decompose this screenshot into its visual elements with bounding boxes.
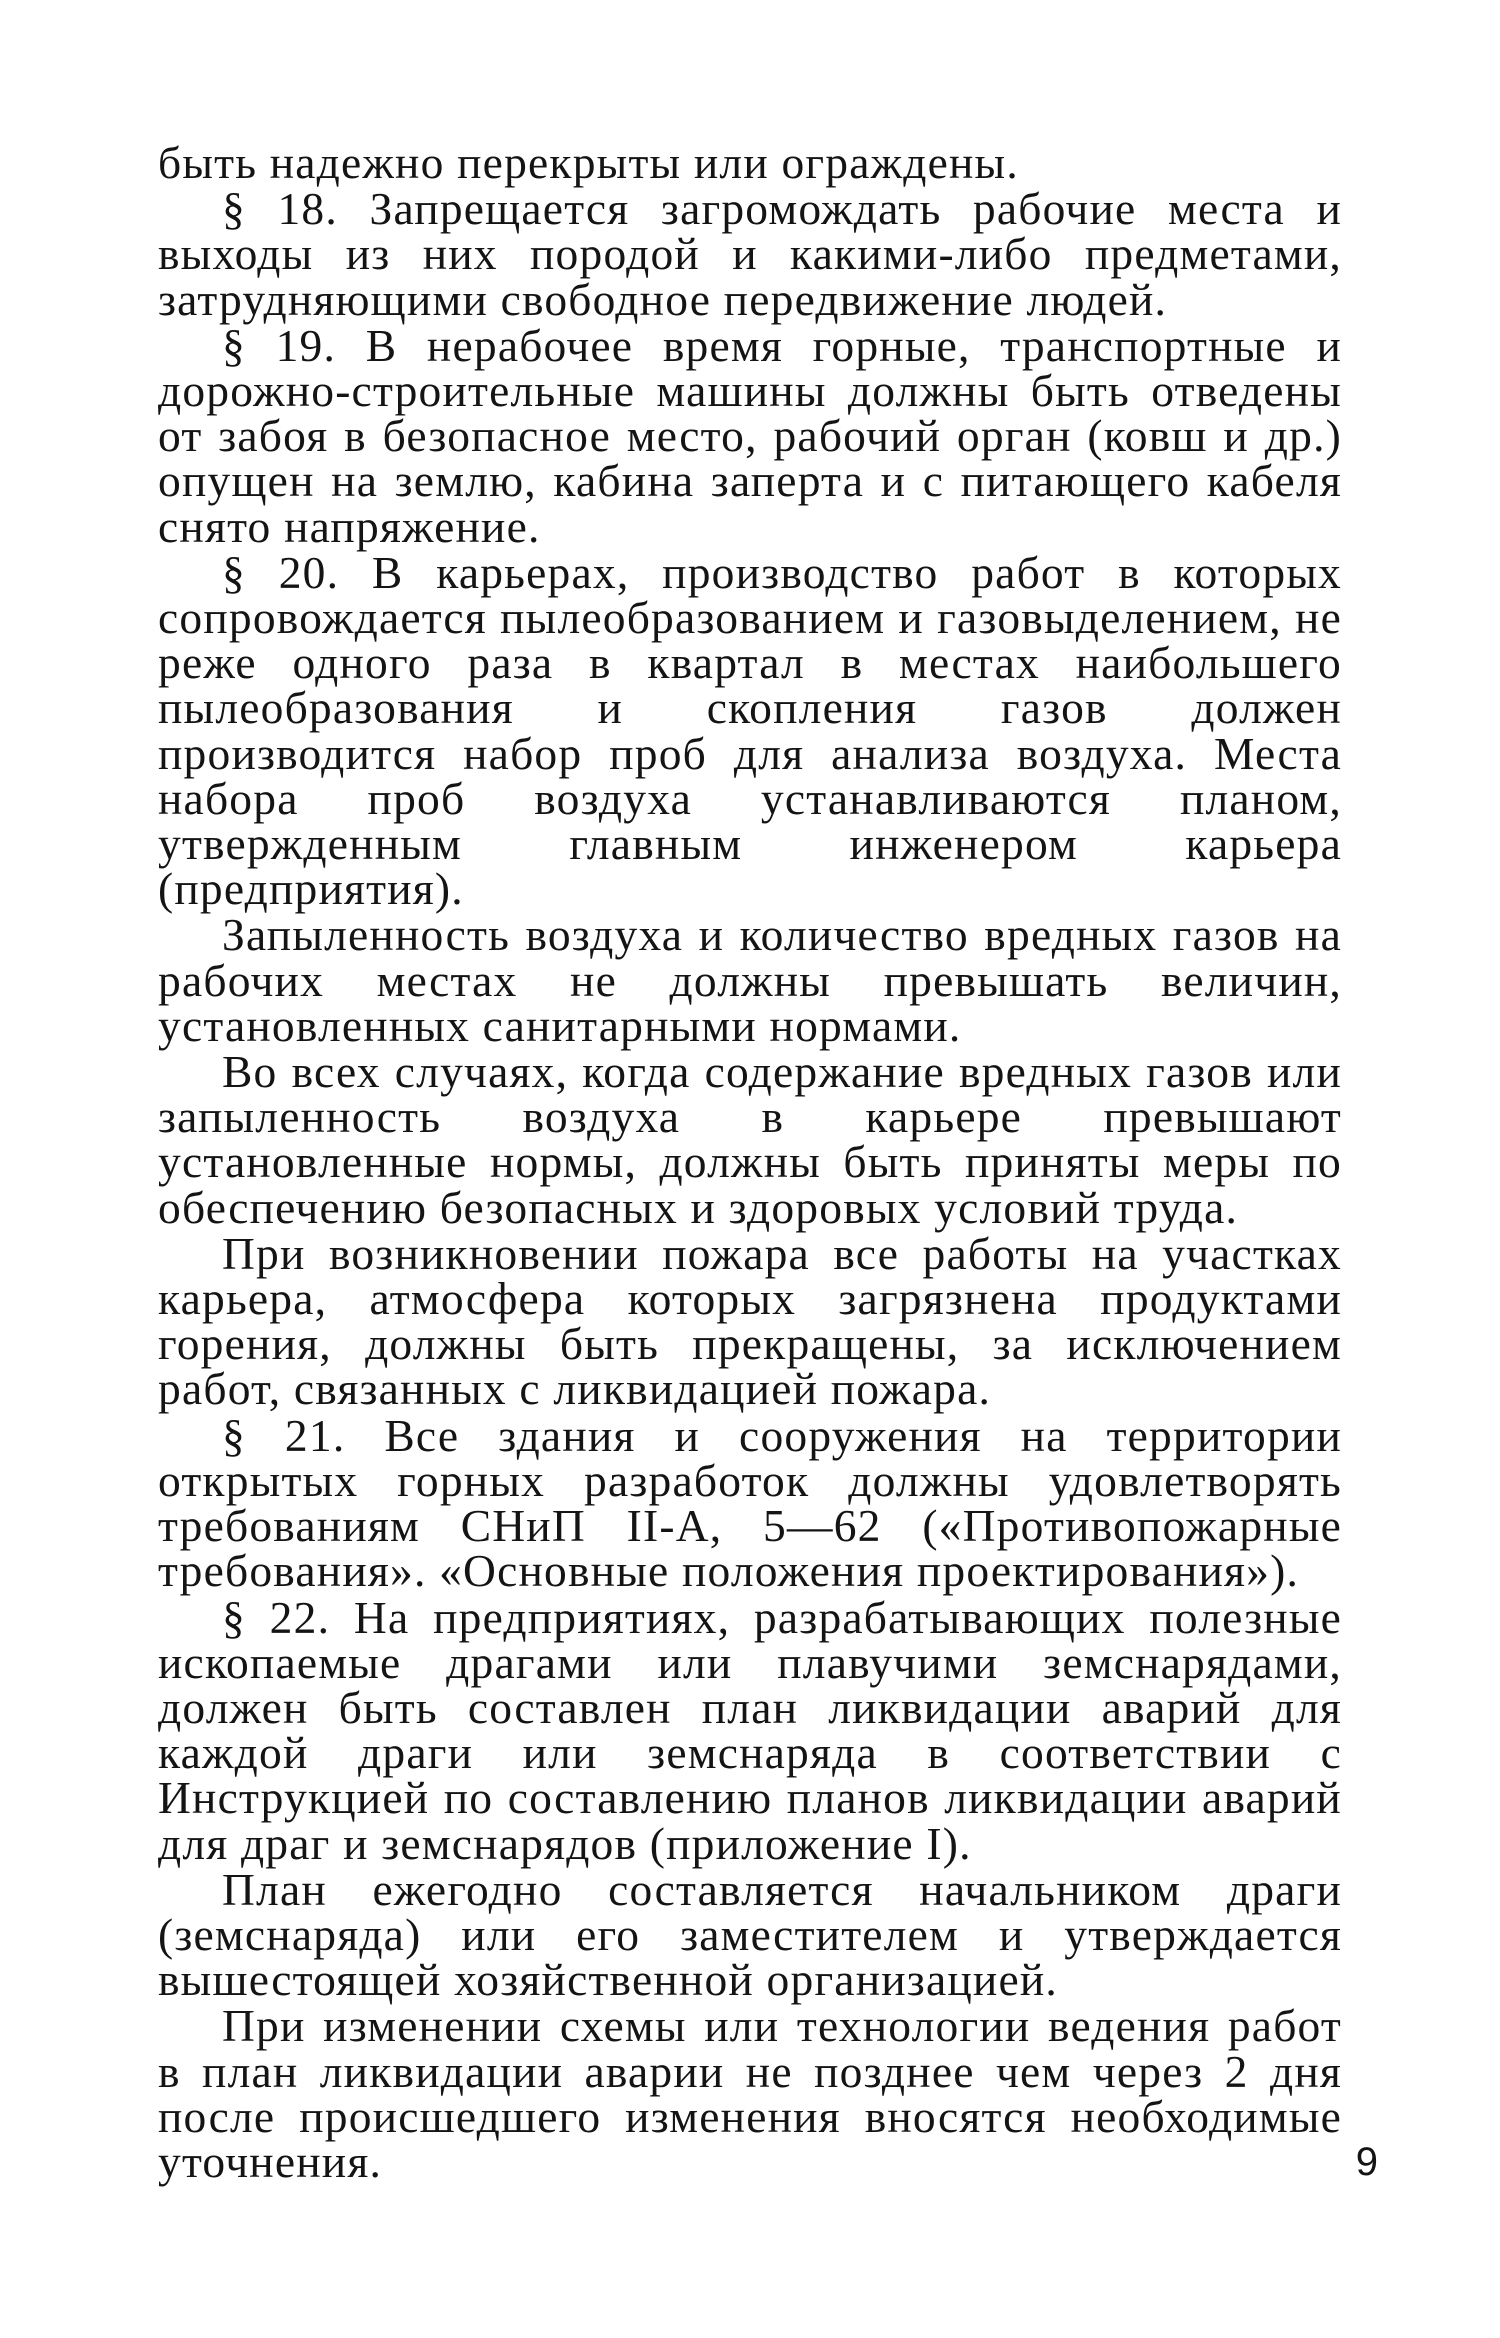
paragraph-fire: При возникновении пожара все работы на участках карьера, атмосфера которых загрязнена продуктами горения, должны быть прекращены, за исключением работ, связанных с ликвидацией пожара. <box>158 1227 1342 1415</box>
paragraph-exceeded-norms: Во всех случаях, когда содержание вредных газов или запыленность воздуха в карьере превышают установленные нормы, должны быть приняты меры по обеспечению безопасных и здоровых условий труда. <box>158 1046 1342 1233</box>
page-number: 9 <box>1355 2140 1378 2184</box>
paragraph-section-19: § 19. В нерабочее время горные, транспортные и дорожно-строительные машины должны быть отведены от забоя в безопасное место, рабочий орган (ковш и др.) опущен на землю, кабина заперта и с питающего кабеля снято напряжение. <box>158 319 1342 552</box>
paragraph-section-22: § 22. На предприятиях, разрабатывающих полезные ископаемые драгами или плавучими земснарядами, должен быть составлен план ликвидации аварий для каждой драги или земснаряда в соответствии с Инструкцией по составлению планов ликвидации аварий для драг и земснарядов (приложение I). <box>158 1591 1342 1869</box>
paragraph-section-21: § 21. Все здания и сооружения на территории открытых горных разработок должны удовлетворять требованиям СНиП II-А, 5—62 («Противопожарные требования». «Основные положения проектирования»). <box>158 1409 1342 1597</box>
paragraph-annual-plan: План ежегодно составляется начальником драги (земснаряда) или его заместителем и утверждается вышестоящей хозяйственной организацией. <box>158 1863 1342 2006</box>
paragraph-continuation: быть надежно перекрыты или ограждены. <box>158 137 1019 188</box>
paragraph-section-20: § 20. В карьерах, производство работ в которых сопровождается пылеобразованием и газовыделением, не реже одного раза в квартал в местах наибольшего пылеобразования и скопления газов должен производится набор проб для анализа воздуха. Места набора проб воздуха устанавливаются планом, утвержденным главным инженером карьера (предприятия). <box>158 546 1342 915</box>
paragraph-dust-limits: Запыленность воздуха и количество вредных газов на рабочих местах не должны превышать величин, установленных санитарными нормами. <box>158 909 1342 1051</box>
paragraph-plan-changes: При изменении схемы или технологии ведения работ в план ликвидации аварии не позднее чем через 2 дня после происшедшего изменения вносятся необходимые уточнения. <box>158 2000 1342 2187</box>
paragraph-section-18: § 18. Запрещается загромождать рабочие места и выходы из них породой и какими-либо предметами, затрудняющими свободное передвижение людей. <box>158 183 1342 325</box>
document-page <box>158 137 1342 2187</box>
